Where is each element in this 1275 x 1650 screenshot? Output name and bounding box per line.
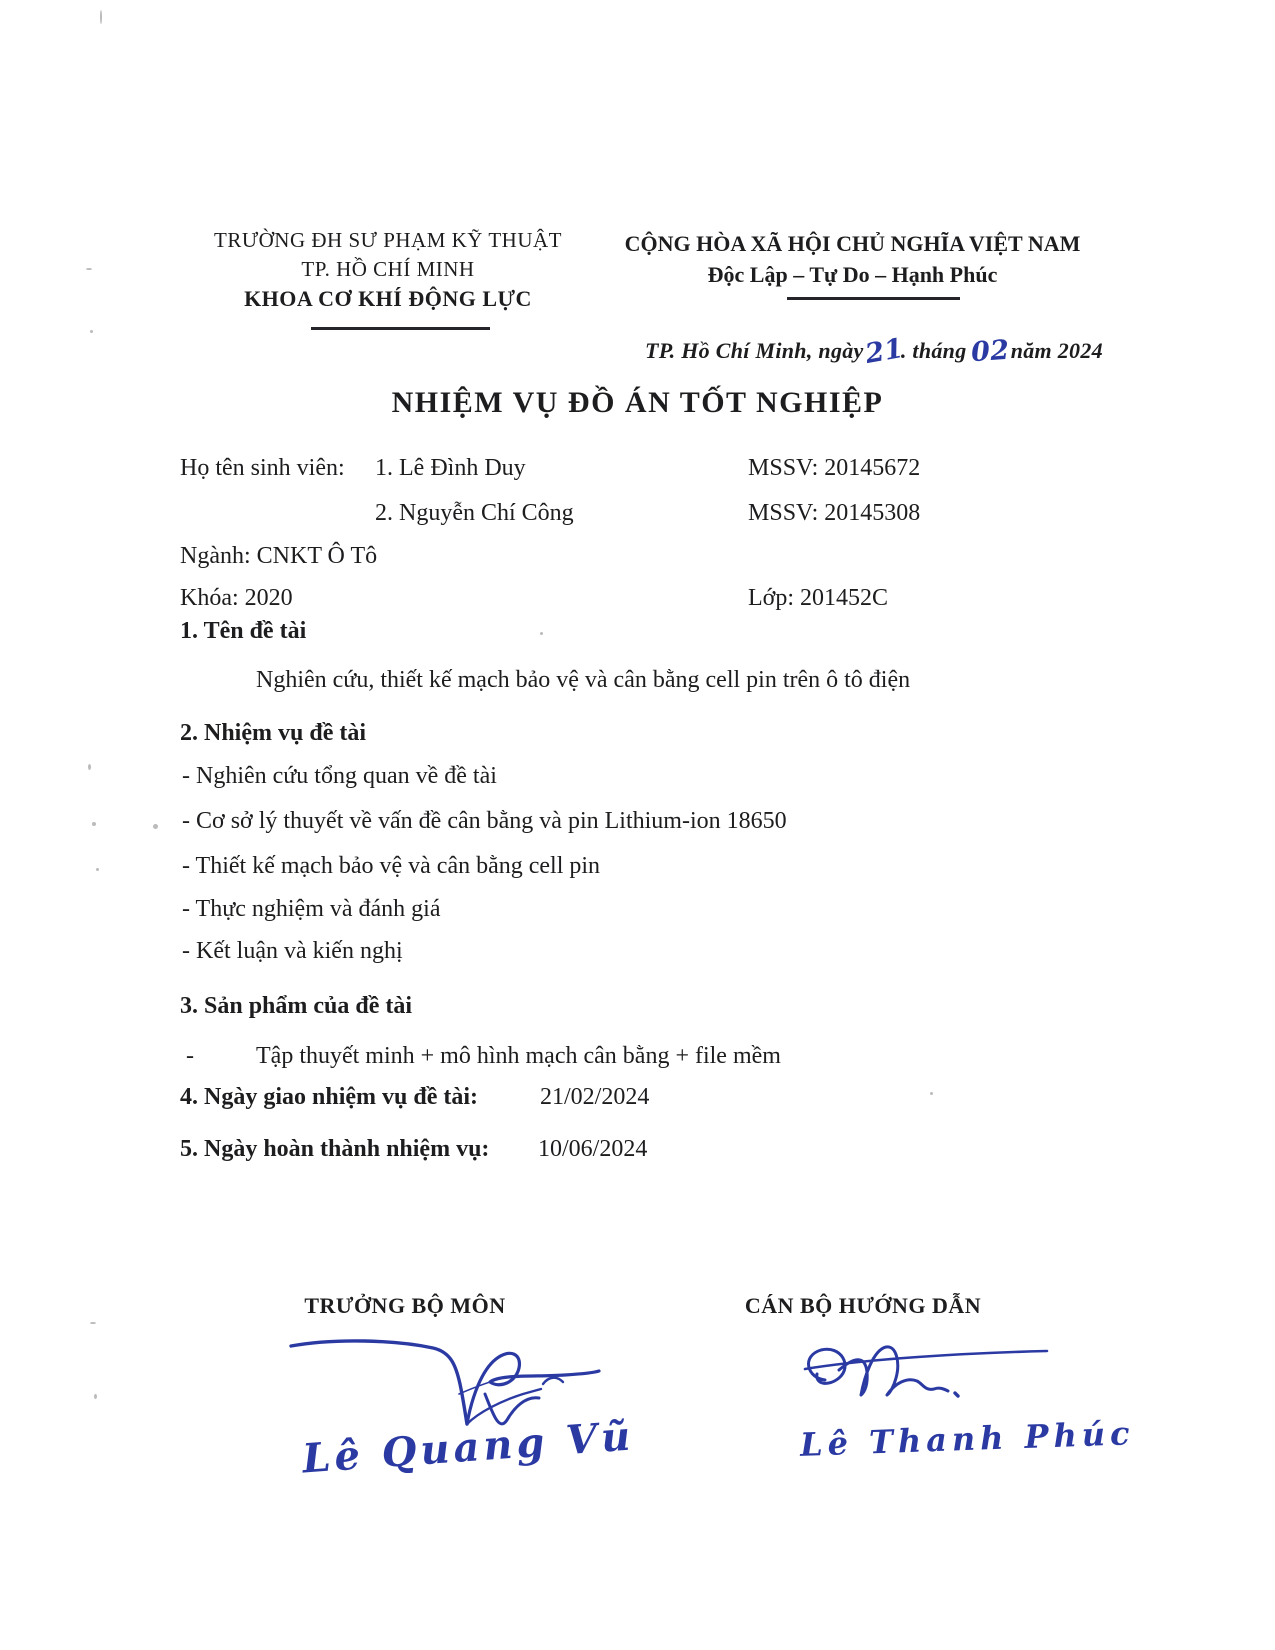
faculty-name: KHOA CƠ KHÍ ĐỘNG LỰC [244, 286, 532, 311]
right-signature-name: Lê Thanh Phúc [799, 1414, 1136, 1464]
scan-artifact [94, 1394, 97, 1399]
scan-artifact [86, 268, 92, 270]
section2-item: - Kết luận và kiến nghị [182, 938, 403, 964]
right-signature-title: CÁN BỘ HƯỚNG DẪN [744, 1293, 982, 1318]
scan-artifact [88, 764, 91, 770]
university-name-line1: TRƯỜNG ĐH SƯ PHẠM KỸ THUẬT [214, 228, 562, 252]
section1-heading: 1. Tên đề tài [180, 618, 307, 644]
date-suffix: năm 2024 [1010, 338, 1103, 363]
major-line: Ngành: CNKT Ô Tô [180, 543, 378, 569]
section3-item: Tập thuyết minh + mô hình mạch cân bằng + file mềm [256, 1043, 781, 1069]
student2-mssv: MSSV: 20145308 [748, 500, 921, 526]
scan-artifact [90, 1322, 96, 1324]
republic-motto-line1: CỘNG HÒA XÃ HỘI CHỦ NGHĨA VIỆT NAM [624, 231, 1081, 256]
section4-heading: 4. Ngày giao nhiệm vụ đề tài: [180, 1084, 479, 1110]
scan-artifact [930, 1092, 933, 1095]
date-line [645, 332, 1103, 371]
university-name-line2: TP. HỒ CHÍ MINH [301, 257, 475, 281]
date-mid: . tháng [900, 338, 967, 363]
left-signature-title: TRƯỞNG BỘ MÔN [304, 1293, 506, 1318]
republic-motto-line2: Độc Lập – Tự Do – Hạnh Phúc [707, 262, 998, 287]
section3-dash: - [186, 1043, 194, 1069]
scan-artifact [92, 822, 96, 826]
student1-mssv: MSSV: 20145672 [748, 455, 921, 481]
republic-header [600, 228, 1105, 290]
scan-artifact [540, 632, 543, 635]
section3-heading: 3. Sản phẩm của đề tài [180, 993, 413, 1019]
left-signature-name: Lê Quang Vũ [300, 1412, 636, 1483]
section2-item: - Cơ sở lý thuyết về vấn đề cân bằng và pin Lithium-ion 18650 [182, 808, 787, 834]
motto-underline [787, 297, 960, 300]
document-title: NHIỆM VỤ ĐỒ ÁN TỐT NGHIỆP [391, 386, 884, 419]
scan-artifact [96, 868, 99, 871]
date-prefix: TP. Hồ Chí Minh, ngày [645, 338, 864, 363]
cohort-line: Khóa: 2020 [180, 585, 293, 611]
students-label: Họ tên sinh viên: [180, 455, 345, 481]
scan-artifact [153, 824, 158, 829]
section5-value: 10/06/2024 [538, 1136, 648, 1162]
scan-artifact [100, 10, 102, 24]
university-header [168, 226, 608, 313]
student2-name: 2. Nguyễn Chí Công [375, 500, 574, 526]
faculty-underline [311, 327, 490, 330]
section1-body: Nghiên cứu, thiết kế mạch bảo vệ và cân bằng cell pin trên ô tô điện [256, 667, 911, 693]
student1-name: 1. Lê Đình Duy [375, 455, 526, 481]
section2-item: - Thiết kế mạch bảo vệ và cân bằng cell pin [182, 853, 601, 879]
section5-heading: 5. Ngày hoàn thành nhiệm vụ: [180, 1136, 490, 1162]
section4-value: 21/02/2024 [540, 1084, 650, 1110]
handwritten-month: 02 [969, 334, 1010, 369]
class-line: Lớp: 201452C [748, 585, 889, 611]
section2-heading: 2. Nhiệm vụ đề tài [180, 720, 366, 746]
scan-artifact [90, 330, 93, 333]
section2-item: - Nghiên cứu tổng quan về đề tài [182, 763, 497, 789]
section2-item: - Thực nghiệm và đánh giá [182, 896, 441, 922]
handwritten-day: 21 [862, 332, 906, 371]
right-signature-scribble [795, 1338, 1055, 1413]
